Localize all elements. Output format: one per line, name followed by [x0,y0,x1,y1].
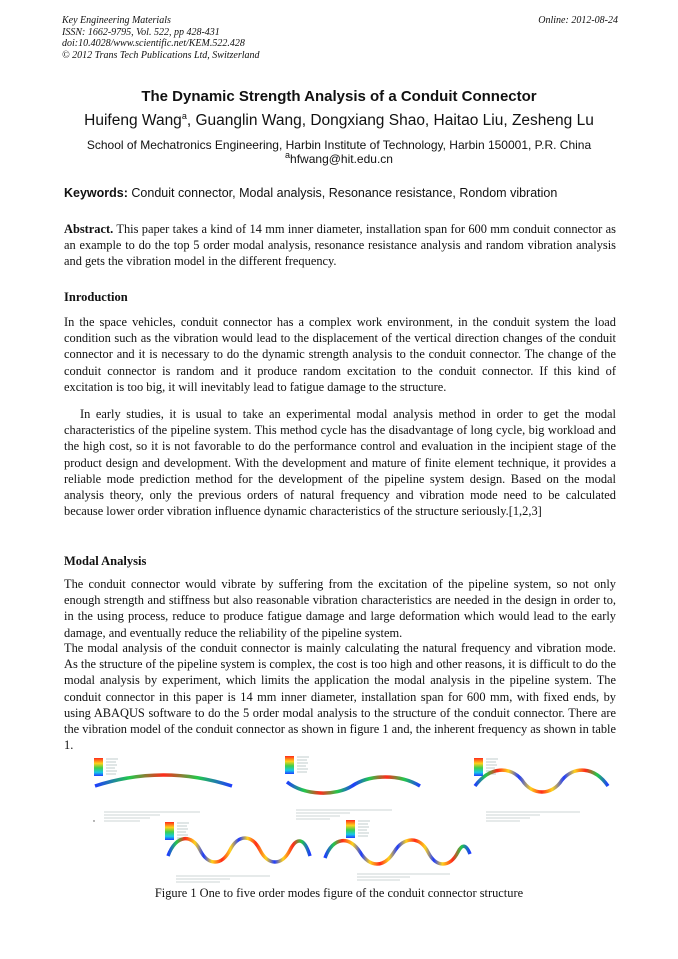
email-sup: a [285,150,291,160]
legend-colorbar [94,758,103,776]
mode-1-shape [95,775,232,786]
first-author-sup: a [181,110,187,121]
journal-copyright: © 2012 Trans Tech Publications Ltd, Switzerland [62,49,260,61]
journal-issn: ISSN: 1662-9795, Vol. 522, pp 428-431 [62,26,220,38]
modal-paragraph-2: The modal analysis of the conduit connector is mainly calculating the natural frequency and vibration mode. As the structure of the pipeline system is complex, the cost is too high and other reasons, it is difficult to do the modal analysis by experiment, which limits the application the modal analysis in the pipeline system. The conduit connector in this paper is 14 mm inner diameter, installation span for 600 mm, with fixed ends, by using ABAQUS software to do the 5 order modal analysis to the structure of the conduit connector. There are the vibration model of the conduit connector as shown in figure 1 and, the inherent frequency as shown in table 1. [64,641,616,753]
legend-colorbar [285,756,294,774]
journal-doi: doi:10.4028/www.scientific.net/KEM.522.428 [62,38,245,49]
journal-header [62,15,618,61]
author-list [0,112,678,130]
author-email [0,152,678,166]
paper-title: The Dynamic Strength Analysis of a Conduit Connector [141,88,537,105]
other-authors: , Guanglin Wang, Dongxiang Shao, Haitao Liu, Zesheng Lu [186,112,594,129]
svg-text:x: x [93,818,95,823]
affiliation: School of Mechatronics Engineering, Harbin Institute of Technology, Harbin 150001, P.R. China [86,138,592,152]
abstract-label: Abstract. [64,222,114,236]
legend-colorbar [346,820,355,838]
mode-2-shape [287,777,420,793]
keywords-label: Keywords: [64,186,128,200]
keywords [64,186,620,200]
mode-5-shape [325,840,470,864]
modal-paragraph-1: The conduit connector would vibrate by suffering from the excitation of the pipeline system, so not only enough strength and stiffness but also reasonable vibration characteristics are needed in the design in order to, in the using process, reduce to produce fatigue damage and large deformation which would lead to the early damage, and eventually reduce the reliability of the pipeline system. [64,577,616,640]
mode-2-panel [285,756,420,819]
abstract [64,221,616,270]
mode-5-panel [325,820,470,880]
mode-1-panel [93,758,232,823]
online-date: Online: 2012-08-24 [538,15,618,26]
mode-3-shape [475,770,608,792]
email-text: hfwang@hit.edu.cn [290,152,393,166]
abstract-text: This paper takes a kind of 14 mm inner diameter, installation span for 600 mm conduit connector as an example to do the top 5 order modal analysis, resonance resistance analysis and random vibration analysis and gets the vibration model in the different frequency. [64,222,616,269]
modal-heading: Modal Analysis [64,554,147,568]
legend-colorbar [165,822,174,840]
intro-heading: Inroduction [64,290,128,304]
mode-4-shape [168,838,310,862]
keywords-text: Conduit connector, Modal analysis, Resonance resistance, Rondom vibration [131,186,558,200]
figure-1 [0,752,678,884]
journal-name: Key Engineering Materials [62,15,171,26]
intro-paragraph-1: In the space vehicles, conduit connector has a complex work environment, in the conduit system the load condition such as the vibration would lead to the displacement of the vertical direction changes of the conduit connector and it is necessary to do the dynamic strength analysis to the conduit connector. The change of the conduit connector is random and it produce random excitation to the conduit connector. If this kind of excitation is too big, it will inevitably lead to fatigue damage to the structure. [64,315,616,394]
legend-colorbar [474,758,483,776]
mode-4-panel [165,822,310,882]
mode-3-panel [474,758,608,821]
mode-shapes-figure [0,752,678,884]
intro-paragraph-2: In early studies, it is usual to take an experimental modal analysis method in order to get the modal characteristics of the pipeline system. This method cycle has the disadvantage of long cycle, big workload and the high cost, so it is not favorable to do the performance control and evaluation in the incipient stage of the product design and development. With the development and mature of finite element technique, it provides a reliable mode prediction method for the development of the pipeline system design. Based on the modal analysis theory, only the previous orders of natural frequency and vibration mode need to be calculated because lower order vibration influence dynamic characteristics of the structure seriously.[1,2,3] [64,407,616,519]
figure-caption: Figure 1 One to five order modes figure of the conduit connector structure [154,886,524,900]
first-author: Huifeng Wang [84,112,182,129]
